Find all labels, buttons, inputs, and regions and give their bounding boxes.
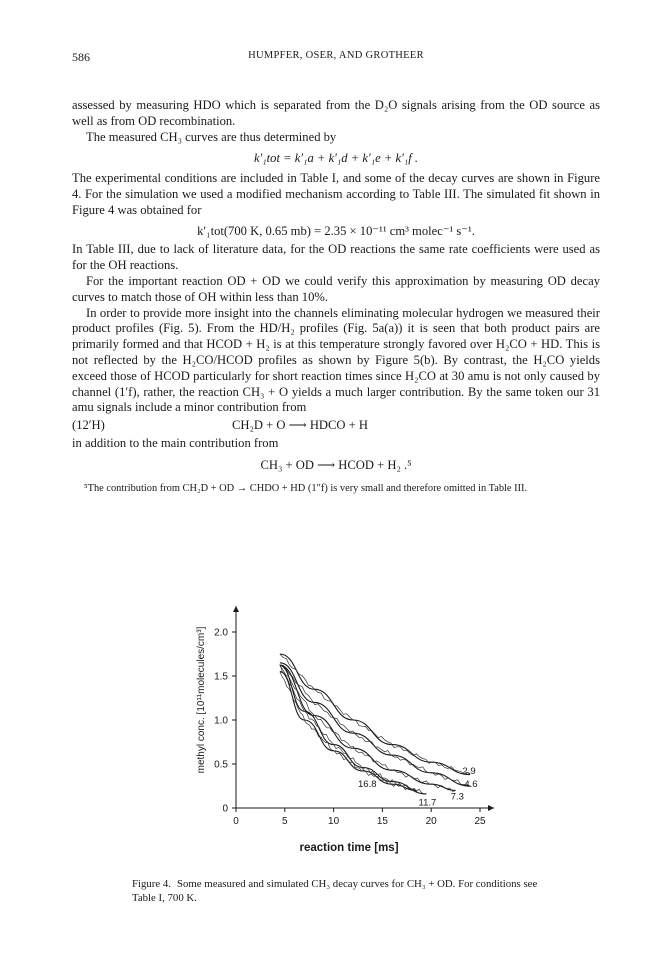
paragraph-7: in addition to the main contribution from <box>72 435 279 450</box>
x-tick-label: 0 <box>233 816 239 827</box>
curve-label: 11.7 <box>418 797 437 809</box>
curve-label: 16.8 <box>358 779 377 791</box>
series-measured-11.7 <box>280 664 426 794</box>
paragraph-2: The measured CH₃ curves are thus determined by <box>86 129 337 144</box>
y-tick-label: 1.0 <box>214 715 228 727</box>
y-tick-label: 1.5 <box>214 671 228 683</box>
caption-lead: Figure 4. <box>132 878 171 890</box>
y-axis-arrow <box>233 606 239 612</box>
y-tick-label: 0.5 <box>214 759 228 771</box>
paragraph-6: In order to provide more insight into the channels eliminating molecular hydrogen we measured their product profiles (Fig. 5). From the HD/H₂ profiles (Fig. 5a(a)) it is seen that both product pairs are primarily formed and that HCOD + H₂ is at this temperature strongly favored over H₂CO + HD. This is not reflected by the H₂CO/HCOD profiles as shown by Figure 5(b). By contrast, the H₂CO yields exceed those of HCOD particularly for short reaction times since H₂CO at 30 amu is not only caused by channel (1′f), rather, the reaction CH₃ + O yields a much larger contribution. By the same token our 31 amu signals include a minor contribution from <box>72 305 600 415</box>
series-line-2.9 <box>280 654 470 775</box>
paragraph-3: The experimental conditions are included in Table I, and some of the decay curves are shown in Figure 4. For the simulation we used a modified mechanism according to Table III. The simulated fit shown in Figure 4 was obtained for <box>72 171 600 217</box>
paragraph-5: For the important reaction OD + OD we could verify this approximation by measuring OD decay curves to match those of OH within less than 10%. <box>72 273 600 304</box>
equation-k1tot: k′₁tot = k′₁a + k′₁d + k′₁e + k′₁f . <box>253 151 419 166</box>
y-tick-label: 2.0 <box>214 627 228 639</box>
equation-fit: k′₁tot(700 K, 0.65 mb) = 2.35 × 10⁻¹¹ cm³ molec⁻¹ s⁻¹. <box>197 223 475 238</box>
x-tick-label: 25 <box>474 816 486 827</box>
caption-text: Some measured and simulated CH₃ decay curves for CH₃ + OD. For conditions see Table I, 700 K. <box>132 878 538 904</box>
series-measured-4.6 <box>280 665 470 787</box>
y-tick-label: 0 <box>222 803 228 815</box>
y-axis-label: methyl conc. [10¹¹molecules/cm³] <box>196 626 207 774</box>
reaction-main: CH₃ + OD ⟶ HCOD + H₂ .⁵ <box>260 457 412 472</box>
chart-series <box>280 654 470 794</box>
paragraph-1: assessed by measuring HDO which is separated from the D₂O signals arising from the OD source as well as from OD recombination. <box>72 98 600 128</box>
running-head: HUMPFER, OSER, AND GROTHEER <box>248 50 424 61</box>
curve-label: 2.9 <box>462 766 476 778</box>
x-tick-label: 5 <box>282 816 288 827</box>
x-tick-label: 15 <box>376 816 388 827</box>
x-tick-label: 10 <box>328 816 340 827</box>
x-axis-arrow <box>488 805 494 811</box>
series-line-11.7 <box>280 665 426 794</box>
footnote: ⁵The contribution from CH₂D + OD → CHDO + HD (1″f) is very small and therefore omitted in Table III. <box>84 482 528 494</box>
chart-ticks <box>214 628 486 828</box>
reaction-label: (12′H) <box>72 418 105 433</box>
paragraph-4: In Table III, due to lack of literature data, for the OD reactions the same rate coefficients were used as for the OH reactions. <box>72 242 600 273</box>
x-tick-label: 20 <box>425 816 437 827</box>
curve-label: 7.3 <box>450 791 464 803</box>
reaction-equation: CH₂D + O ⟶ HDCO + H <box>232 418 369 433</box>
figure-caption <box>132 878 546 905</box>
page-number: 586 <box>72 50 90 64</box>
curve-label: 4.6 <box>464 779 478 791</box>
x-axis-label: reaction time [ms] <box>299 842 399 854</box>
series-measured-2.9 <box>280 654 470 774</box>
